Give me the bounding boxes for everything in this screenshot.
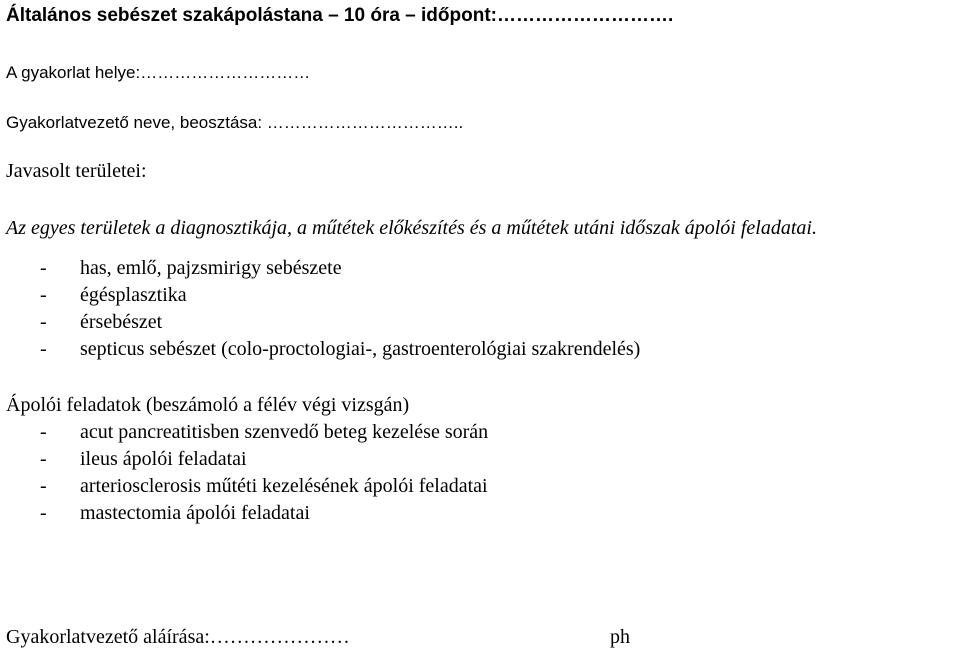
task-list-item <box>40 503 310 523</box>
task-item-text: ileus ápolói feladatai <box>80 448 247 470</box>
area-item-text: septicus sebészet (colo-proctologiai-, gastroenterológiai szakrendelés) <box>80 338 641 360</box>
area-list-item <box>40 258 342 278</box>
signature-field: Gyakorlatvezető aláírása:………………… <box>6 626 350 648</box>
area-item-text: égésplasztika <box>80 284 187 306</box>
bullet-dash: - <box>40 475 47 497</box>
area-list-item <box>40 312 162 332</box>
tasks-heading: Ápolói feladatok (beszámoló a félév végi vizsgán) <box>6 394 410 416</box>
area-list-item <box>40 285 187 305</box>
bullet-dash: - <box>40 257 47 279</box>
document-title: Általános sebészet szakápolástana – 10 óra – időpont:………………………. <box>6 5 674 26</box>
area-list-item <box>40 339 640 359</box>
task-list-item <box>40 476 488 496</box>
bullet-dash: - <box>40 502 47 524</box>
areas-heading: Javasolt területei: <box>6 160 147 182</box>
area-item-text: érsebészet <box>80 311 163 333</box>
task-list-item <box>40 449 247 469</box>
supervisor-name-field: Gyakorlatvezető neve, beosztása: …………………………….. <box>6 113 464 132</box>
task-list-item <box>40 422 488 442</box>
task-item-text: acut pancreatitisben szenvedő beteg kezelése során <box>80 421 489 443</box>
practice-place-field: A gyakorlat helye:………………………… <box>6 63 311 82</box>
task-item-text: arteriosclerosis műtéti kezelésének ápolói feladatai <box>80 475 488 497</box>
bullet-dash: - <box>40 284 47 306</box>
stamp-placeholder: ph <box>610 626 630 648</box>
bullet-dash: - <box>40 421 47 443</box>
task-item-text: mastectomia ápolói feladatai <box>80 502 310 524</box>
areas-intro: Az egyes területek a diagnosztikája, a műtétek előkészítés és a műtétek utáni időszak ápolói feladatai. <box>6 217 817 239</box>
area-item-text: has, emlő, pajzsmirigy sebészete <box>80 257 342 279</box>
bullet-dash: - <box>40 448 47 470</box>
bullet-dash: - <box>40 338 47 360</box>
bullet-dash: - <box>40 311 47 333</box>
